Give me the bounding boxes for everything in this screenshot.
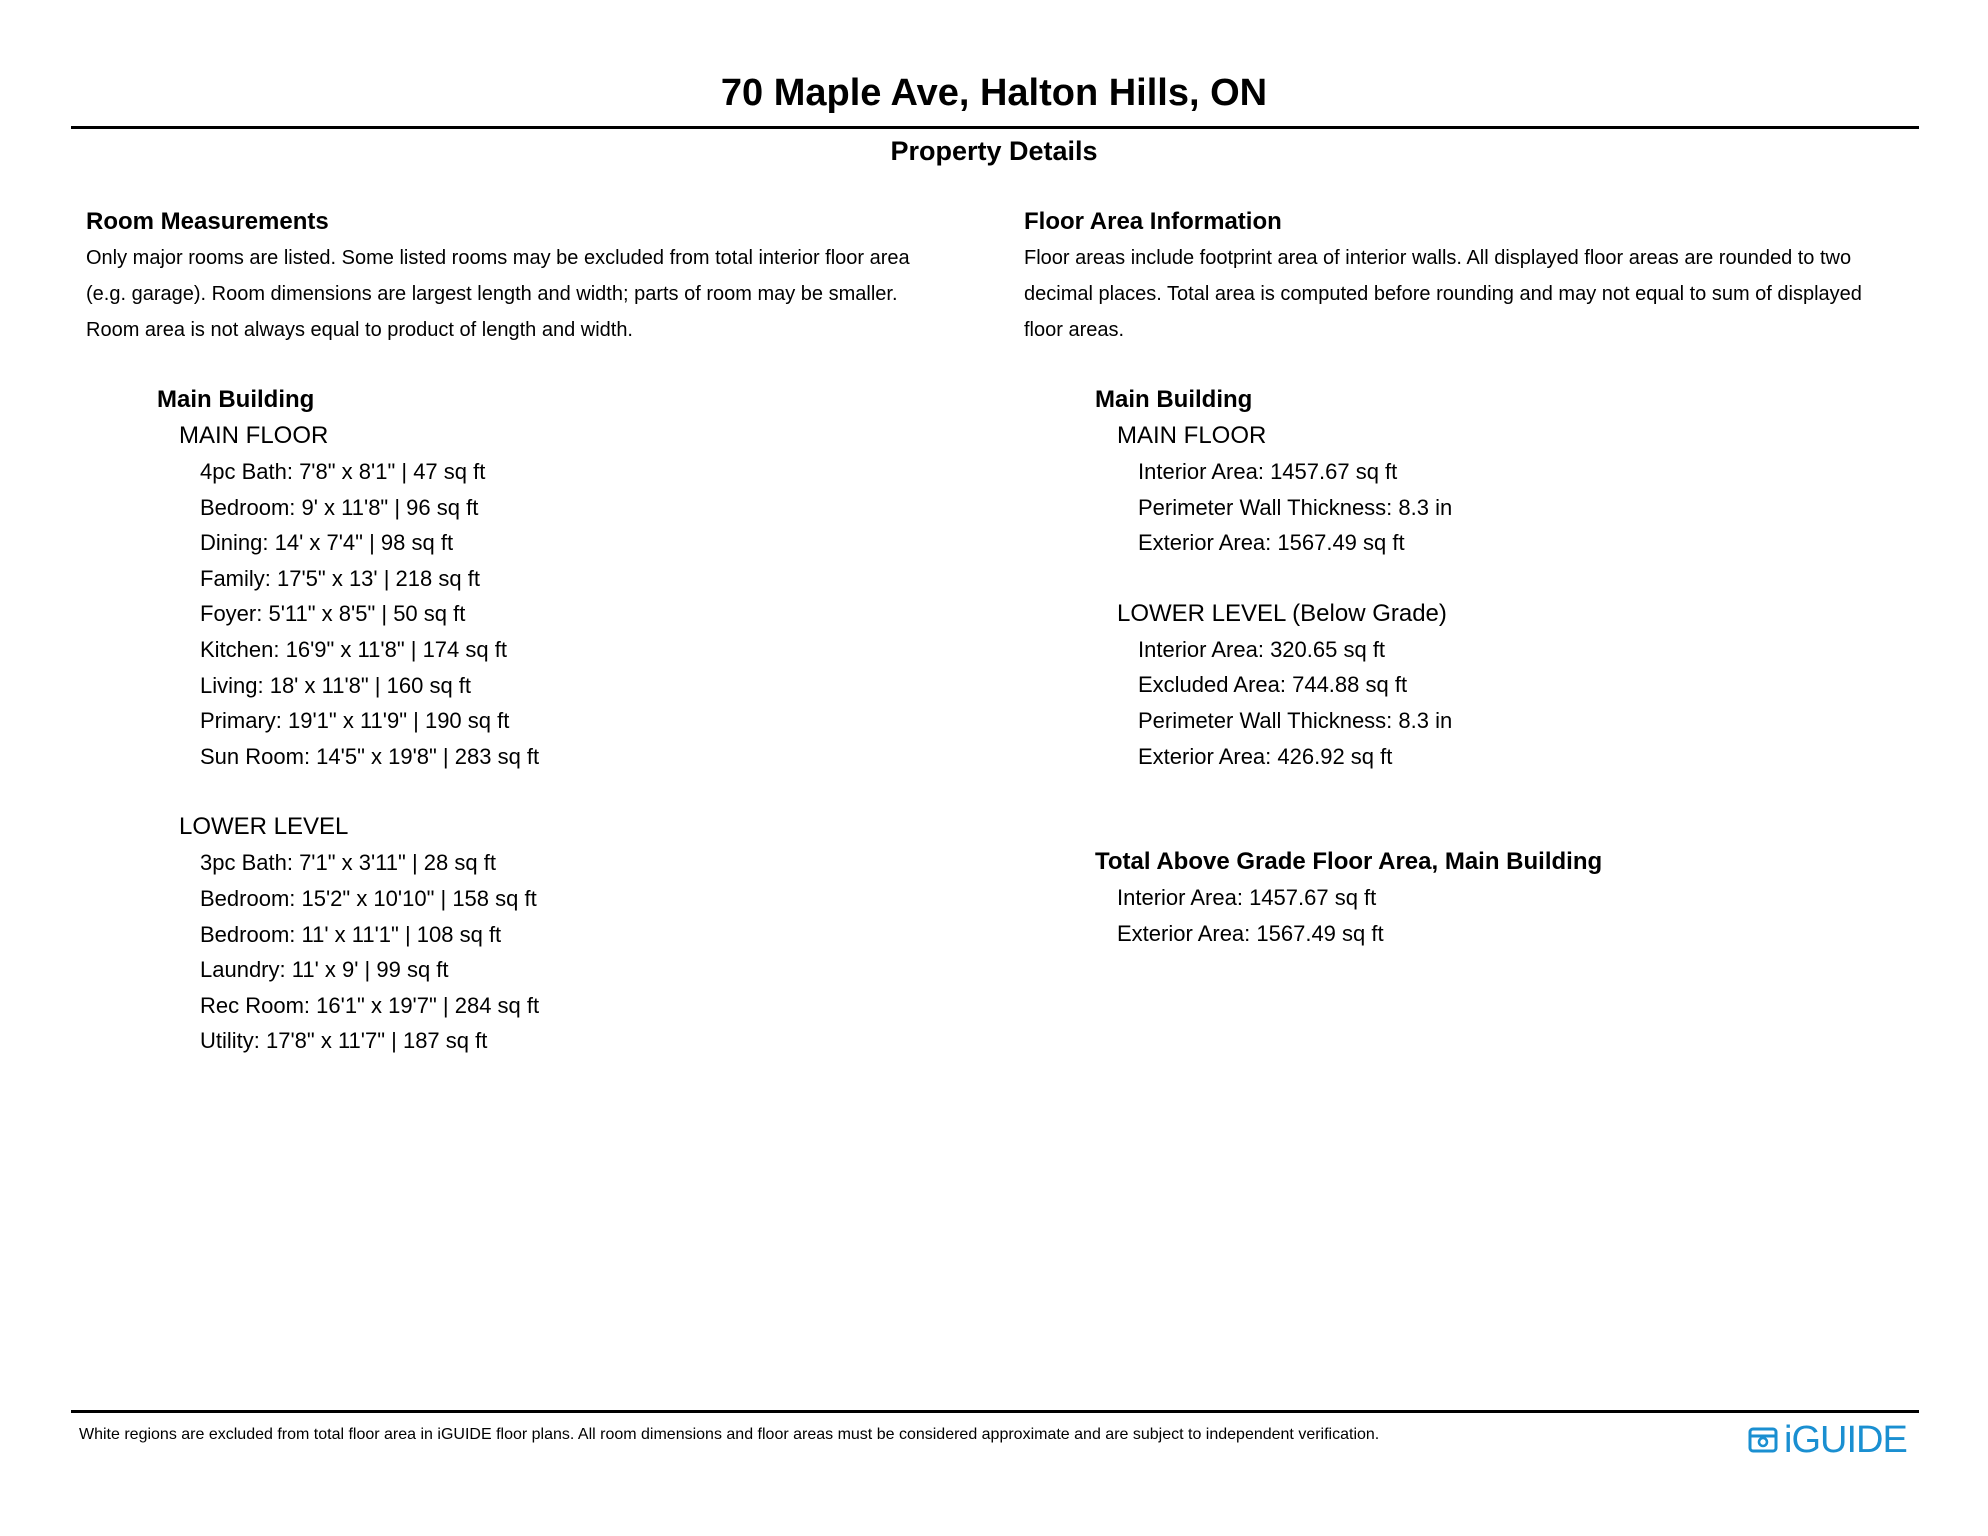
rooms-level-name: MAIN FLOOR <box>179 422 329 449</box>
area-building-block <box>1095 382 1924 774</box>
footer-disclaimer: White regions are excluded from total floor area in iGUIDE floor plans. All room dimensions and floor areas must be considered approximate and are subject to independent verification. <box>79 1426 1380 1443</box>
room-list <box>200 454 986 774</box>
iguide-brand <box>1748 1418 1907 1462</box>
room-row: Bedroom: 9' x 11'8" | 96 sq ft <box>200 494 479 520</box>
page-title: 70 Maple Ave, Halton Hills, ON <box>720 72 1268 114</box>
room-row: Bedroom: 11' x 11'1" | 108 sq ft <box>200 921 502 947</box>
iguide-wordmark: iGUIDE <box>1784 1419 1907 1461</box>
area-level-lower-level <box>1117 596 1924 774</box>
area-list <box>1138 454 1924 561</box>
total-area-block <box>1095 844 1924 951</box>
area-row: Exterior Area: 426.92 sq ft <box>1138 743 1393 769</box>
area-row: Excluded Area: 744.88 sq ft <box>1138 672 1408 698</box>
room-row: Primary: 19'1" x 11'9" | 190 sq ft <box>200 708 510 734</box>
room-list <box>200 845 986 1059</box>
floor-area-heading: Floor Area Information <box>1024 208 1282 235</box>
total-area-list <box>1117 880 1924 951</box>
rooms-level-lower-level <box>179 809 986 1059</box>
area-level-name: MAIN FLOOR <box>1117 422 1267 449</box>
room-row: Laundry: 11' x 9' | 99 sq ft <box>200 957 449 983</box>
floor-area-section <box>1024 204 1924 951</box>
area-row: Perimeter Wall Thickness: 8.3 in <box>1138 494 1453 520</box>
room-measurements-description-line: Room area is not always equal to product of length and width. <box>86 319 633 341</box>
room-row: Living: 18' x 11'8" | 160 sq ft <box>200 672 472 698</box>
room-row: Family: 17'5" x 13' | 218 sq ft <box>200 565 480 591</box>
room-row: Kitchen: 16'9" x 11'8" | 174 sq ft <box>200 636 507 662</box>
total-area-row: Interior Area: 1457.67 sq ft <box>1117 885 1377 911</box>
area-building-name: Main Building <box>1095 386 1253 413</box>
iguide-logo-icon <box>1748 1425 1778 1455</box>
room-measurements-description-line: (e.g. garage). Room dimensions are largest length and width; parts of room may be smaller. <box>86 283 898 305</box>
floor-area-description-line: floor areas. <box>1024 319 1125 341</box>
room-row: Dining: 14' x 7'4" | 98 sq ft <box>200 530 454 556</box>
total-area-title: Total Above Grade Floor Area, Main Building <box>1095 848 1603 876</box>
rooms-building-name: Main Building <box>157 386 315 413</box>
area-row: Interior Area: 1457.67 sq ft <box>1138 459 1398 484</box>
area-row: Exterior Area: 1567.49 sq ft <box>1138 530 1405 556</box>
room-measurements-section <box>86 204 986 1059</box>
area-list <box>1138 632 1924 774</box>
room-row: Utility: 17'8" x 11'7" | 187 sq ft <box>200 1028 488 1054</box>
room-row: 3pc Bath: 7'1" x 3'11" | 28 sq ft <box>200 850 496 876</box>
total-area-row: Exterior Area: 1567.49 sq ft <box>1117 920 1384 946</box>
rooms-level-name: LOWER LEVEL <box>179 813 349 841</box>
room-measurements-description-line: Only major rooms are listed. Some listed rooms may be excluded from total interior floor area <box>86 247 910 269</box>
room-row: Rec Room: 16'1" x 19'7" | 284 sq ft <box>200 992 540 1018</box>
room-row: Bedroom: 15'2" x 10'10" | 158 sq ft <box>200 885 537 911</box>
page-subtitle: Property Details <box>890 136 1098 166</box>
room-row: 4pc Bath: 7'8" x 8'1" | 47 sq ft <box>200 459 486 484</box>
area-row: Perimeter Wall Thickness: 8.3 in <box>1138 707 1453 733</box>
rooms-level-main-floor <box>179 418 986 774</box>
floor-area-description-line: Floor areas include footprint area of interior walls. All displayed floor areas are rounded to two <box>1024 247 1852 269</box>
area-level-main-floor <box>1117 418 1924 561</box>
area-level-name: LOWER LEVEL (Below Grade) <box>1117 599 1447 627</box>
rooms-building-block <box>157 382 986 1059</box>
area-row: Interior Area: 320.65 sq ft <box>1138 636 1386 662</box>
room-row: Foyer: 5'11" x 8'5" | 50 sq ft <box>200 601 466 627</box>
title-divider <box>71 126 1919 129</box>
floor-area-description-line: decimal places. Total area is computed before rounding and may not equal to sum of displayed <box>1024 283 1862 305</box>
footer-divider <box>71 1410 1919 1413</box>
room-row: Sun Room: 14'5" x 19'8" | 283 sq ft <box>200 743 540 769</box>
room-measurements-heading: Room Measurements <box>86 208 329 235</box>
